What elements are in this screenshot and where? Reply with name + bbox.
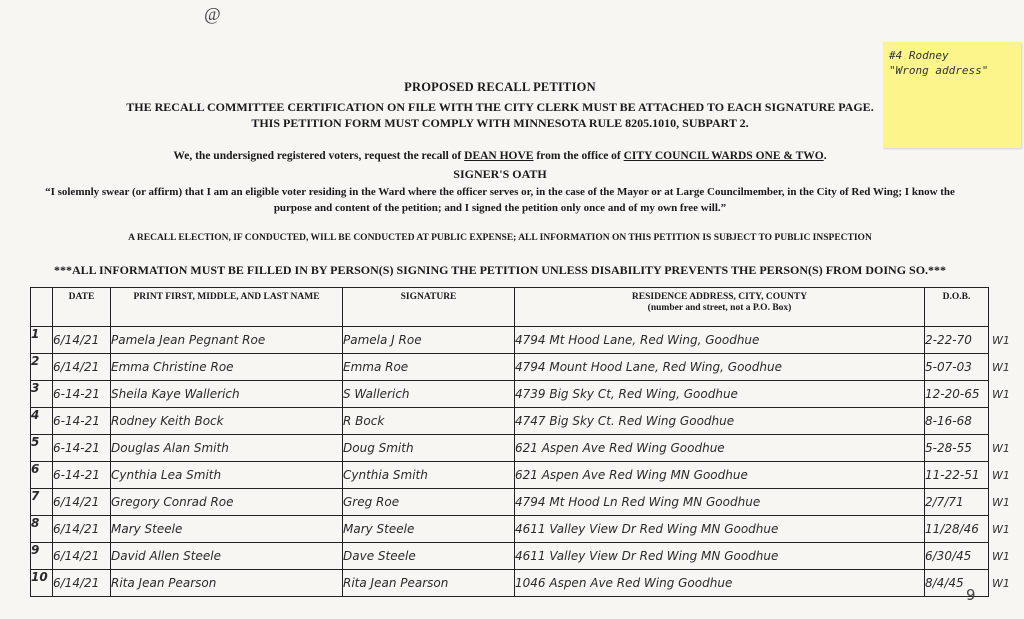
row-signature: S Wallerich [343, 381, 515, 408]
sticky-note-line-1: #4 Rodney [889, 49, 949, 62]
all-info-notice: ***ALL INFORMATION MUST BE FILLED IN BY PERSON(S) SIGNING THE PETITION UNLESS DISABILITY PREVENTS THE PERSON(S) FROM DOING SO.*** [53, 263, 947, 277]
row-address: 4611 Valley View Dr Red Wing MN Goodhue [515, 543, 925, 570]
sticky-note-line-2: "Wrong address" [889, 64, 989, 77]
row-signature: Pamela J Roe [343, 327, 515, 354]
row-address: 4747 Big Sky Ct. Red Wing Goodhue [515, 408, 925, 435]
row-date: 6/14/21 [53, 327, 111, 354]
row-address: 1046 Aspen Ave Red Wing Goodhue [515, 570, 925, 597]
ward-annotation: W1 [992, 523, 1010, 536]
ward-annotation: W1 [992, 388, 1010, 401]
row-dob: 2-22-70 [925, 327, 989, 354]
row-dob: 8/4/45 [925, 570, 989, 597]
row-address: 621 Aspen Ave Red Wing Goodhue [515, 435, 925, 462]
row-number: 3 [31, 381, 53, 408]
oath-heading: SIGNER'S OATH [453, 167, 547, 181]
row-signature: Cynthia Smith [343, 462, 515, 489]
row-number: 9 [31, 543, 53, 570]
row-date: 6-14-21 [53, 435, 111, 462]
sticky-note [883, 42, 1021, 148]
col-header-dob: D.O.B. [925, 288, 989, 327]
signature-table [30, 287, 989, 597]
page-number: 9 [966, 586, 976, 604]
request-middle: from the office of [536, 150, 621, 162]
row-dob: 5-28-55 [925, 435, 989, 462]
col-header-name: PRINT FIRST, MIDDLE, AND LAST NAME [111, 288, 343, 327]
row-date: 6/14/21 [53, 543, 111, 570]
table-row [31, 543, 989, 570]
ward-annotation: W1 [992, 361, 1010, 374]
row-printed-name: Rita Jean Pearson [111, 570, 343, 597]
row-address: 4794 Mt Hood Ln Red Wing MN Goodhue [515, 489, 925, 516]
request-suffix: . [823, 150, 827, 162]
row-number: 10 [31, 570, 53, 597]
request-prefix: We, the undersigned registered voters, request the recall of [173, 150, 462, 162]
table-row [31, 462, 989, 489]
row-dob: 11/28/46 [925, 516, 989, 543]
row-number: 1 [31, 327, 53, 354]
oath-text: “I solemnly swear (or affirm) that I am an eligible voter residing in the Ward where the officer serves or, in the case of the Mayor or at Large Councilmember, in the City of Red Wing; I know the purpose and content of the petition; and I signed the petition only once and of my own free will.” [45, 186, 955, 214]
row-signature: Doug Smith [343, 435, 515, 462]
table-row [31, 489, 989, 516]
row-address: 4611 Valley View Dr Red Wing MN Goodhue [515, 516, 925, 543]
table-row [31, 516, 989, 543]
row-printed-name: David Allen Steele [111, 543, 343, 570]
row-date: 6/14/21 [53, 516, 111, 543]
table-row [31, 570, 989, 597]
row-dob: 6/30/45 [925, 543, 989, 570]
row-dob: 8-16-68 [925, 408, 989, 435]
ward-annotation: W1 [992, 469, 1010, 482]
row-dob: 5-07-03 [925, 354, 989, 381]
table-header-row [31, 288, 989, 327]
col-header-signature: SIGNATURE [343, 288, 515, 327]
ward-annotation: W1 [992, 334, 1010, 347]
row-number: 8 [31, 516, 53, 543]
row-printed-name: Mary Steele [111, 516, 343, 543]
row-date: 6/14/21 [53, 489, 111, 516]
row-signature: Rita Jean Pearson [343, 570, 515, 597]
row-address: 4794 Mt Hood Lane, Red Wing, Goodhue [515, 327, 925, 354]
ward-annotation: W1 [992, 496, 1010, 509]
row-printed-name: Douglas Alan Smith [111, 435, 343, 462]
row-signature: Emma Roe [343, 354, 515, 381]
petition-title: PROPOSED RECALL PETITION [404, 80, 596, 94]
office-name: CITY COUNCIL WARDS ONE & TWO [623, 150, 824, 162]
row-number: 4 [31, 408, 53, 435]
row-number: 2 [31, 354, 53, 381]
row-address: 4794 Mount Hood Lane, Red Wing, Goodhue [515, 354, 925, 381]
official-name: DEAN HOVE [464, 150, 534, 162]
recall-request [0, 150, 1000, 162]
row-signature: R Bock [343, 408, 515, 435]
row-date: 6-14-21 [53, 408, 111, 435]
table-row [31, 381, 989, 408]
row-dob: 2/7/71 [925, 489, 989, 516]
row-dob: 11-22-51 [925, 462, 989, 489]
corner-mark: @ [204, 4, 221, 24]
col-header-address-line-2: (number and street, not a P.O. Box) [647, 303, 792, 313]
ward-annotation: W1 [992, 550, 1010, 563]
ward-annotation: W1 [992, 577, 1010, 590]
row-number: 7 [31, 489, 53, 516]
col-header-address-line-1: RESIDENCE ADDRESS, CITY, COUNTY [631, 292, 808, 302]
row-printed-name: Gregory Conrad Roe [111, 489, 343, 516]
row-date: 6-14-21 [53, 381, 111, 408]
row-signature: Dave Steele [343, 543, 515, 570]
row-printed-name: Rodney Keith Bock [111, 408, 343, 435]
row-dob: 12-20-65 [925, 381, 989, 408]
row-date: 6/14/21 [53, 570, 111, 597]
ward-annotation: W1 [992, 442, 1010, 455]
row-number: 6 [31, 462, 53, 489]
col-header-address [515, 288, 925, 327]
row-printed-name: Cynthia Lea Smith [111, 462, 343, 489]
row-signature: Mary Steele [343, 516, 515, 543]
row-address: 4739 Big Sky Ct, Red Wing, Goodhue [515, 381, 925, 408]
row-printed-name: Pamela Jean Pegnant Roe [111, 327, 343, 354]
row-printed-name: Emma Christine Roe [111, 354, 343, 381]
row-address: 621 Aspen Ave Red Wing MN Goodhue [515, 462, 925, 489]
election-notice: A RECALL ELECTION, IF CONDUCTED, WILL BE CONDUCTED AT PUBLIC EXPENSE; ALL INFORMATION ON THIS PETITION IS SUBJECT TO PUBLIC INSPECTION [128, 233, 872, 243]
col-header-num [31, 288, 53, 327]
certification-line-2: THIS PETITION FORM MUST COMPLY WITH MINNESOTA RULE 8205.1010, SUBPART 2. [251, 116, 749, 130]
table-row [31, 327, 989, 354]
row-number: 5 [31, 435, 53, 462]
table-row [31, 354, 989, 381]
row-printed-name: Sheila Kaye Wallerich [111, 381, 343, 408]
col-header-date: DATE [53, 288, 111, 327]
certification-line-1: THE RECALL COMMITTEE CERTIFICATION ON FILE WITH THE CITY CLERK MUST BE ATTACHED TO EACH SIGNATURE PAGE. [126, 100, 874, 114]
table-row [31, 435, 989, 462]
table-row [31, 408, 989, 435]
row-date: 6/14/21 [53, 354, 111, 381]
row-date: 6-14-21 [53, 462, 111, 489]
row-signature: Greg Roe [343, 489, 515, 516]
